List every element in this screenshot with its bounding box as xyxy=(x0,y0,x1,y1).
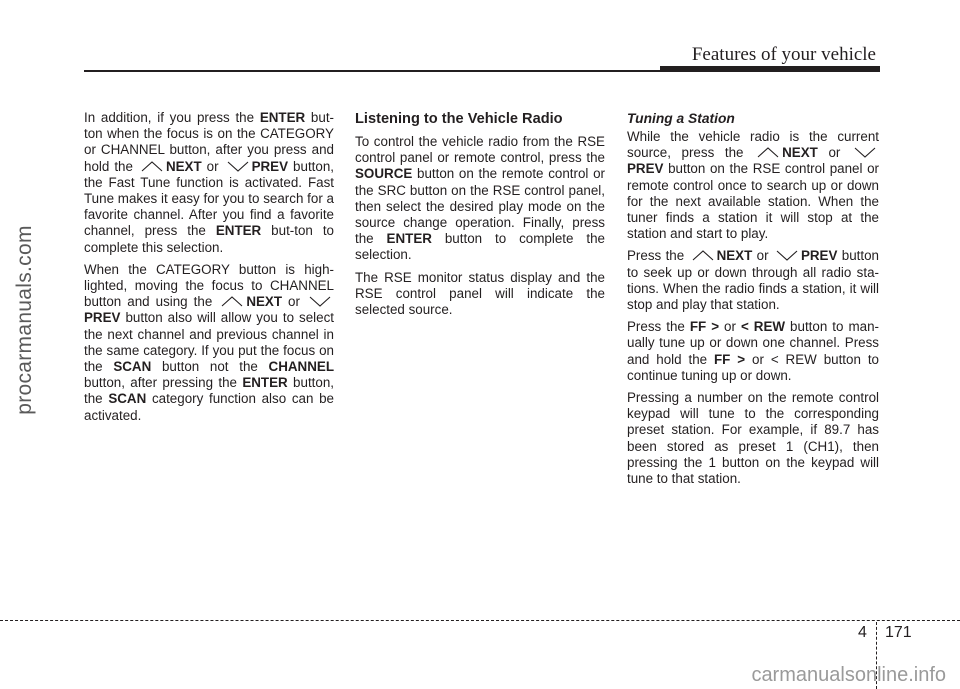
paragraph-fast-tune: In addition, if you press the ENTER but-ton when the focus is on the CATEGORY or CHANNEL button, after you press and hold the NEXT or PREV button, the Fast Tune function is activated. Fast Tune makes it easy for you to search for a favorite channel. After you find a favorite channel, press the ENTER but-ton to complete this selection. xyxy=(84,110,335,255)
paragraph-manual-tune: Press the FF > or < REW button to man-ually tune up or down one channel. Press and hold the FF > or < REW button to continue tuning up or down. xyxy=(627,319,879,383)
side-watermark[interactable]: procarmanuals.com xyxy=(13,225,36,415)
paragraph-seek: Press the NEXT or PREV button to seek up or down through all radio sta-tions. When the radio finds a station, it will stop and play that station. xyxy=(627,248,879,313)
up-chevron-icon xyxy=(692,250,714,261)
up-chevron-icon xyxy=(221,296,243,307)
bottom-watermark[interactable]: carmanualsonline.info xyxy=(751,664,946,686)
down-chevron-icon xyxy=(854,147,876,158)
down-chevron-icon xyxy=(309,296,331,307)
subsection-heading: Tuning a Station xyxy=(627,111,735,126)
paragraph-search: While the vehicle radio is the current source, press the NEXT or PREV button on the RSE control panel or remote control once to search up or down for the next available station. When the tuner finds a station it will stop at the station and start to play. xyxy=(627,129,879,242)
column-1-content xyxy=(84,110,334,430)
down-chevron-icon xyxy=(227,161,249,172)
down-chevron-icon xyxy=(776,250,798,261)
paragraph-preset: Pressing a number on the remote control keypad will tune to the corresponding preset station. For example, if 89.7 has been stored as preset 1 (CH1), then pressing the 1 button on the keypad will tune to that station. xyxy=(627,390,879,487)
header-title: Features of your vehicle xyxy=(691,44,876,65)
section-heading: Listening to the Vehicle Radio xyxy=(355,111,563,127)
header-rule-accent xyxy=(660,66,880,72)
paragraph-status: The RSE monitor status display and the RSE control panel will indicate the selected source. xyxy=(355,269,605,318)
up-chevron-icon xyxy=(141,161,163,172)
up-chevron-icon xyxy=(757,147,779,158)
paragraph-source: To control the vehicle radio from the RSE control panel or remote control, press the SOURCE button on the remote control or the SRC button on the RSE control panel, then select the desired play mode on the source change operation. Finally, press the ENTER button to complete the selection. xyxy=(355,134,605,263)
footer-rule xyxy=(0,620,960,621)
column-2 xyxy=(355,110,605,324)
chapter-number: 4 xyxy=(858,624,867,641)
paragraph-category: When the CATEGORY button is high-lighted, moving the focus to CHANNEL button and using the NEXT or PREV button also will allow you to select the next channel and previous channel in the same category. If you put the focus on the SCAN button not the CHANNEL button, after pressing the ENTER button, the SCAN category function also can be activated. xyxy=(84,261,335,423)
page-number: 171 xyxy=(885,624,912,641)
column-3 xyxy=(627,110,879,493)
